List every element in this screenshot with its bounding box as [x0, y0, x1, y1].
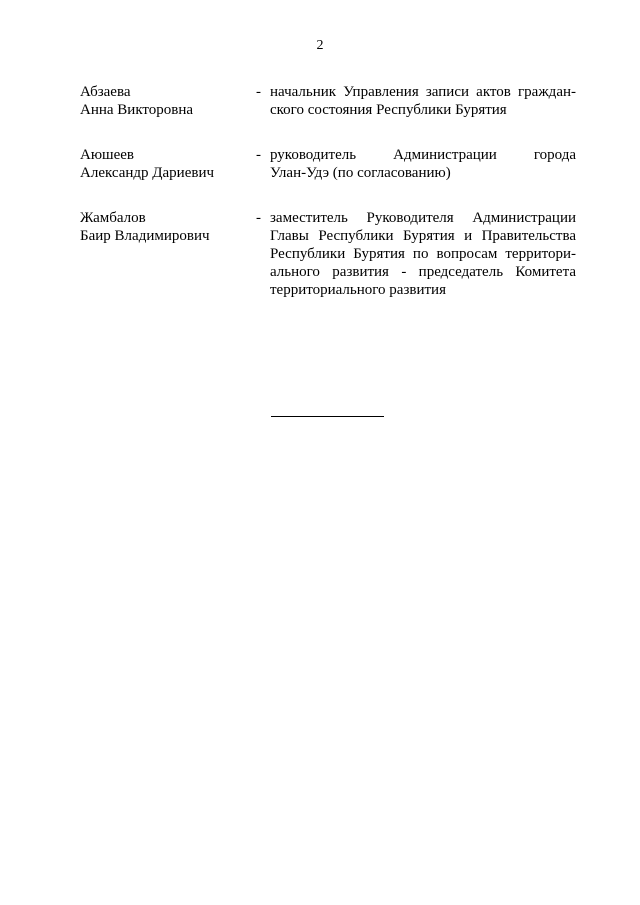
- position-line: ального развития - председатель Комитета: [270, 264, 576, 280]
- member-surname: Жамбалов: [80, 210, 146, 226]
- page-number: 2: [316, 38, 324, 53]
- member-given-names: Александр Дариевич: [80, 165, 215, 181]
- position-line: Главы Республики Бурятия и Правительства: [270, 228, 576, 244]
- end-of-list-rule: [271, 416, 384, 417]
- position-line: Республики Бурятия по вопросам территори-: [270, 246, 576, 262]
- member-position: [270, 146, 576, 182]
- position-line: Улан-Удэ (по согласованию): [270, 165, 451, 181]
- member-surname: Аюшеев: [80, 147, 134, 163]
- position-line: территориального развития: [270, 282, 446, 298]
- member-surname: Абзаева: [80, 84, 131, 100]
- member-name: [80, 209, 250, 245]
- position-line: начальник Управления записи актов граждан-: [270, 84, 576, 100]
- separator-dash: -: [256, 147, 261, 163]
- position-line: руководитель Администрации города: [270, 147, 576, 163]
- separator-dash: -: [256, 210, 261, 226]
- position-line: ского состояния Республики Бурятия: [270, 102, 507, 118]
- member-position: [270, 209, 576, 299]
- member-name: [80, 83, 250, 119]
- position-line: заместитель Руководителя Администрации: [270, 210, 576, 226]
- member-position: [270, 83, 576, 119]
- member-name: [80, 146, 250, 182]
- member-given-names: Анна Викторовна: [80, 102, 194, 118]
- member-given-names: Баир Владимирович: [80, 228, 210, 244]
- separator-dash: -: [256, 84, 261, 100]
